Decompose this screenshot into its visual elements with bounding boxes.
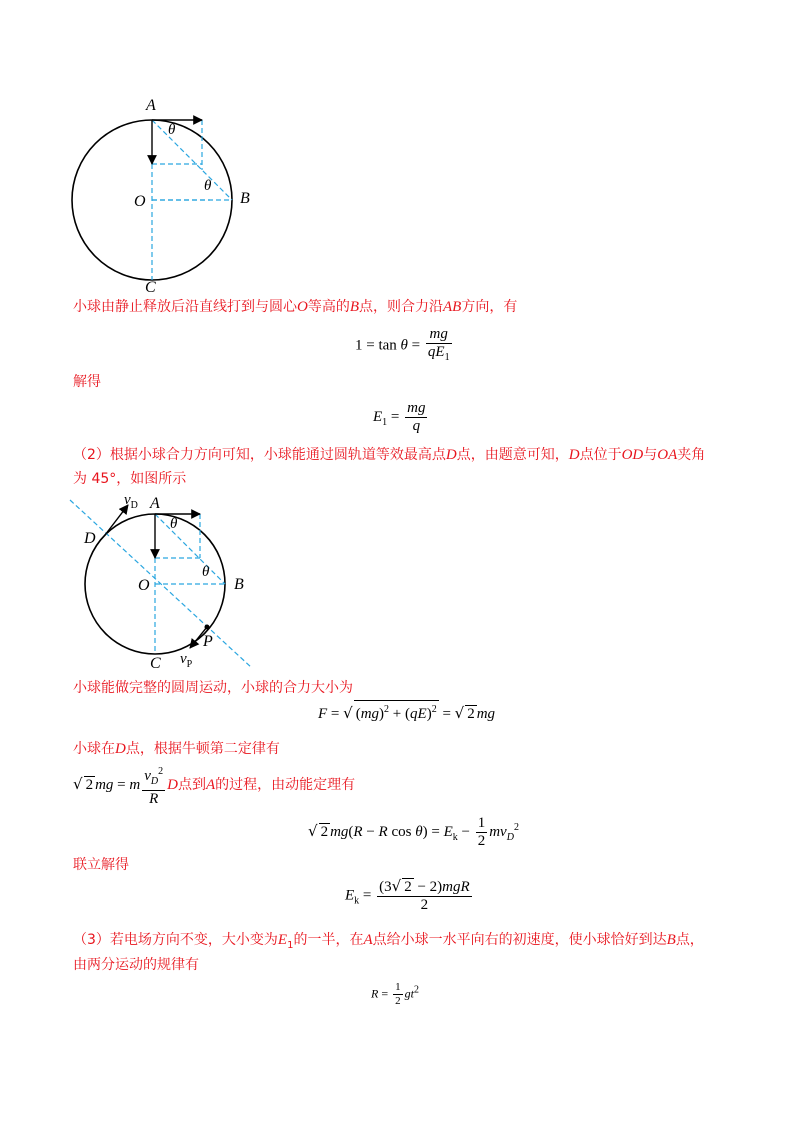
equation-R: R = $\frac{1}{2}$ $gt^2$ [371,981,419,1007]
equation-F: F = √ (mg)$^2$ + (qE)$^2$ = √ 2 mg [318,700,495,723]
figure-1-diagram [60,90,280,295]
label-vP: $v_P$ [180,651,193,670]
circular-motion-line: 小球能做完整的圆周运动，小球的合力大小为 [73,680,353,696]
equation-work-energy: √ 2 mg(R − R $\cos \theta) = E_k$ − $\frac{1}{2}$ $mv_D^2$ [308,815,519,849]
part-2-line-1: （2）根据小球合力方向可知，小球能通过圆轨道等效最高点D点，由题意可知，D点位于OD与OA夹角 [73,447,706,463]
label-theta-mid: θ [204,178,212,194]
label-D: D [84,530,96,547]
label-A-2: A [150,495,160,512]
at-D-line: 小球在D点，根据牛顿第二定律有 [73,741,280,757]
equation-E1: $E_1$ = $\frac{mg}{q}$ [373,400,426,434]
newton-equation-line: √ 2 mg = m $\frac{v_D^2}{R}$ D点到A的过程，由动能定理有 [73,763,355,808]
label-A: A [146,97,156,114]
label-theta-top-2: θ [170,516,178,532]
lianli-jiede: 联立解得 [73,857,129,873]
line-1: 小球由静止释放后沿直线打到与圆心O等高的B点，则合力沿AB方向，有 [73,299,518,315]
label-P: P [203,633,213,650]
label-C-2: C [150,655,161,672]
part-2-line-2: 为 45°，如图所示 [73,471,187,487]
part-3-line-2: 由两分运动的规律有 [73,957,199,973]
figure-2-diagram [60,490,270,675]
part-3-line-1: （3）若电场方向不变，大小变为$E_1$的一半，在A点给小球一水平向右的初速度，使小球恰好到达B点， [73,932,704,951]
equation-Ek: $E_k$ = $\frac{\text{(3√ 2 − 2)mgR}}{2}$ [345,877,470,913]
equation-tan-theta: 1 = tan θ = $\frac{mg}{qE_1}$ [355,326,450,363]
label-theta-mid-2: θ [202,564,210,580]
label-theta-top: θ [168,122,176,138]
label-C: C [145,279,156,295]
jiede-1: 解得 [73,374,101,390]
label-B-2: B [234,576,244,593]
label-B: B [240,190,250,207]
label-O: O [134,193,146,210]
velocity-arrow-D [105,505,128,535]
label-O-2: O [138,577,150,594]
label-vD: $v_D$ [124,492,138,511]
